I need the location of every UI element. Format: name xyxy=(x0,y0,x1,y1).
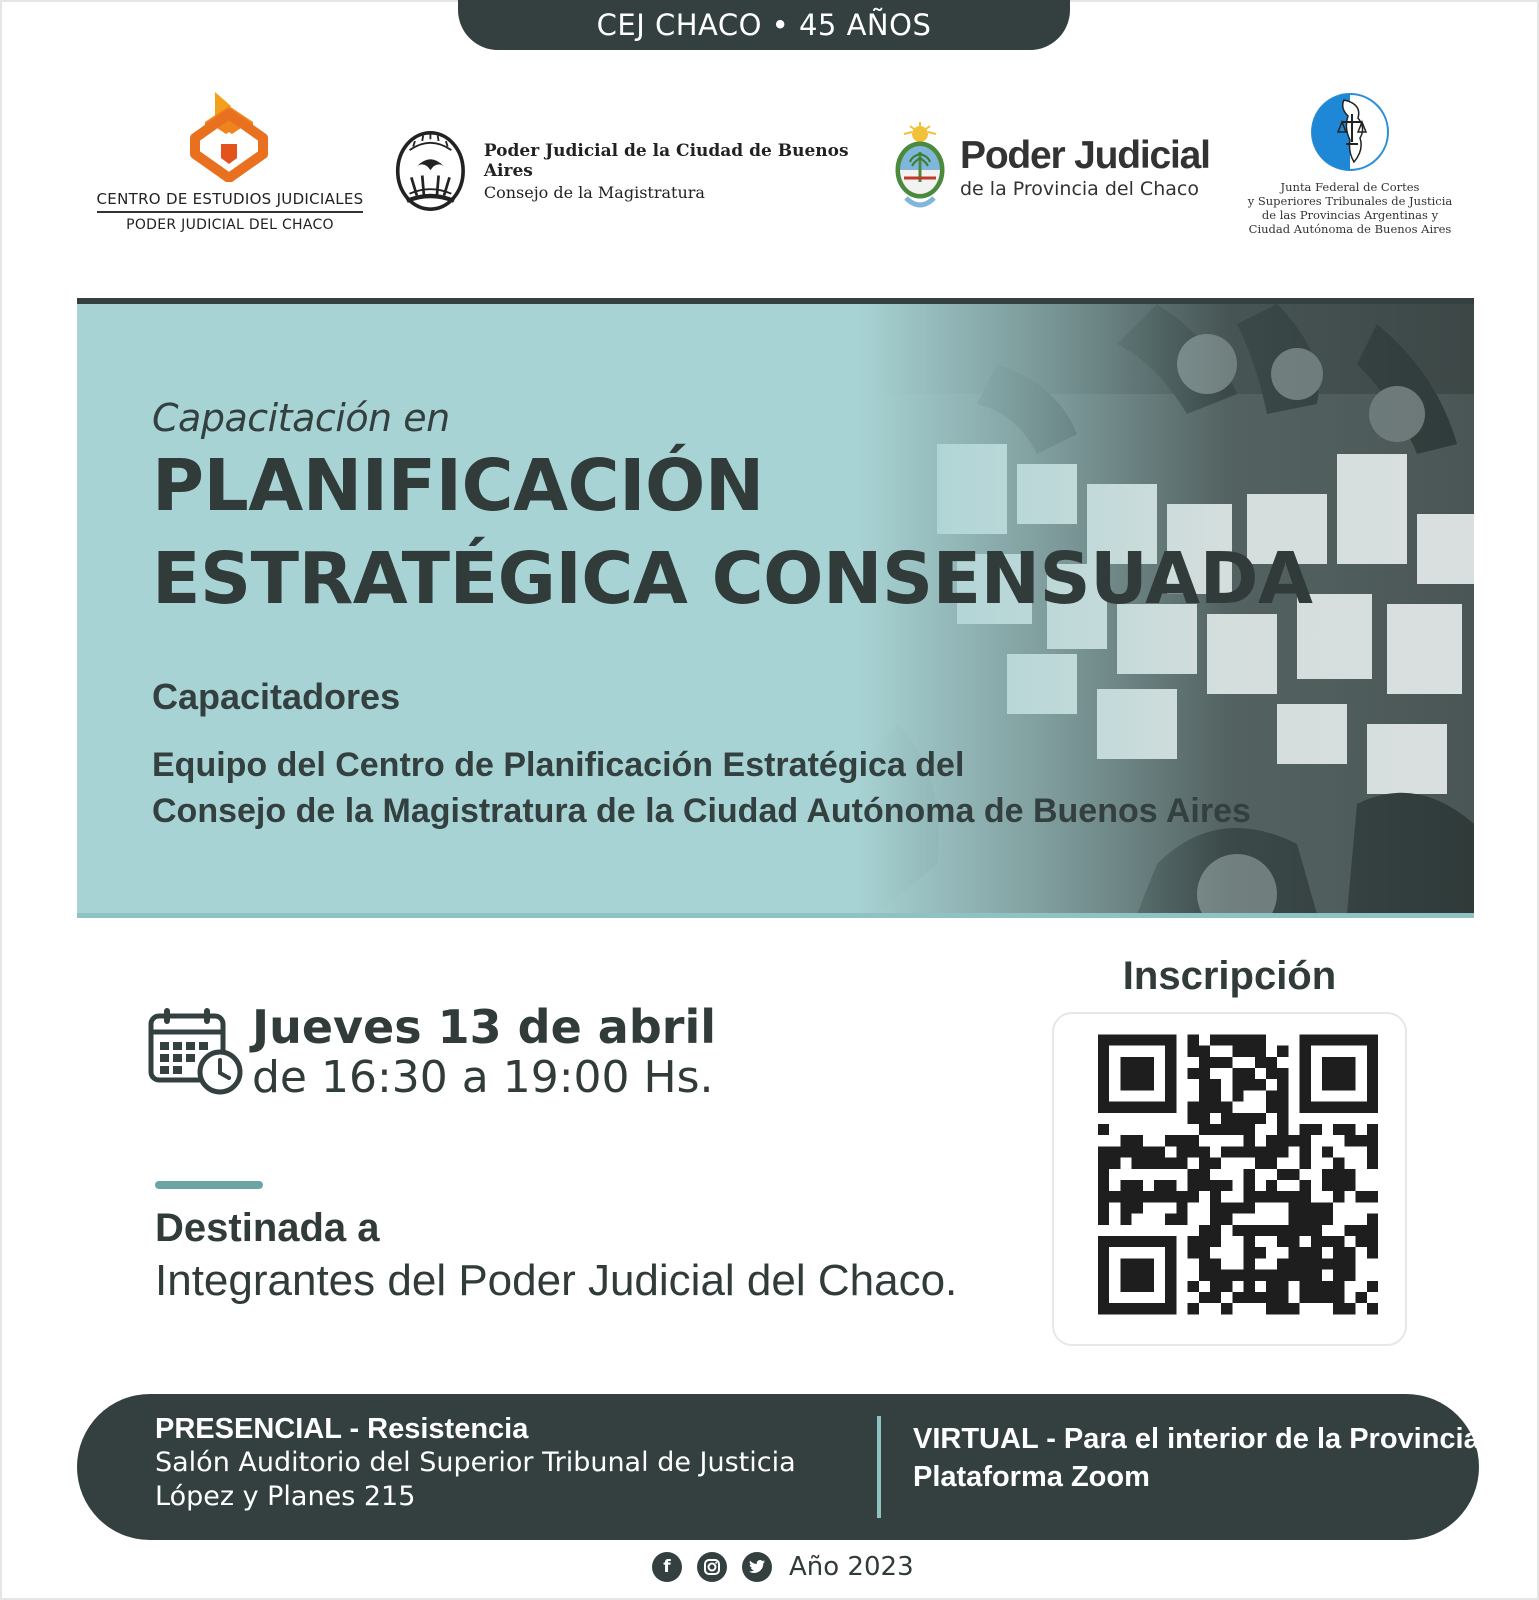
footer xyxy=(652,1547,914,1587)
trainers-line1: Equipo del Centro de Planificación Estratégica del xyxy=(152,746,965,784)
jufejus-line: Junta Federal de Cortes xyxy=(1280,180,1420,194)
presencial-title: PRESENCIAL - Resistencia xyxy=(155,1413,529,1445)
facebook-icon[interactable] xyxy=(652,1552,682,1582)
chaco-logo xyxy=(890,122,1220,214)
presencial-info xyxy=(155,1412,855,1514)
jufejus-line: Ciudad Autónoma de Buenos Aires xyxy=(1248,222,1452,236)
caba-logo-line2: Consejo de la Magistratura xyxy=(483,182,705,202)
trainers-team xyxy=(152,742,1251,834)
footer-year: Año 2023 xyxy=(789,1552,914,1582)
cej-logo xyxy=(90,92,370,233)
chaco-logo-line2: de la Provincia del Chaco xyxy=(960,178,1199,200)
cej-logo-icon xyxy=(185,92,275,182)
cej-logo-line2: PODER JUDICIAL DEL CHACO xyxy=(126,217,334,233)
virtual-info xyxy=(913,1420,1480,1496)
caba-logo xyxy=(395,126,865,216)
venue-divider xyxy=(877,1416,881,1518)
registration-label: Inscripción xyxy=(1122,954,1337,998)
schedule xyxy=(148,1000,848,1103)
logos-row xyxy=(70,92,1470,252)
jufejus-logo-icon xyxy=(1310,92,1390,172)
audience-value: Integrantes del Poder Judicial del Chaco. xyxy=(155,1256,958,1305)
course-title-line1: PLANIFICACIÓN xyxy=(152,444,764,527)
accent-divider xyxy=(155,1181,263,1189)
virtual-platform: Plataforma Zoom xyxy=(913,1461,1150,1493)
trainers-label: Capacitadores xyxy=(152,676,401,717)
caba-logo-line1: Poder Judicial de la Ciudad de Buenos Aires xyxy=(483,140,849,181)
virtual-title: VIRTUAL - Para el interior de la Provincia xyxy=(913,1423,1480,1455)
jufejus-logo-text xyxy=(1248,180,1453,236)
registration-qr-card[interactable] xyxy=(1052,1012,1407,1346)
caba-shield-icon xyxy=(395,126,466,216)
presencial-place: Salón Auditorio del Superior Tribunal de Justicia xyxy=(155,1447,796,1478)
anniversary-pill xyxy=(458,0,1070,50)
instagram-icon[interactable] xyxy=(697,1552,727,1582)
course-kicker: Capacitación en xyxy=(152,396,450,440)
twitter-icon[interactable] xyxy=(742,1552,772,1582)
chaco-coat-of-arms-icon xyxy=(890,122,950,214)
chaco-logo-line1: Poder Judicial xyxy=(960,134,1210,177)
jufejus-line: y Superiores Tribunales de Justicia xyxy=(1247,194,1453,208)
qr-code-icon[interactable] xyxy=(1098,1034,1378,1326)
jufejus-line: de las Provincias Argentinas y xyxy=(1261,208,1439,222)
anniversary-text: CEJ CHACO • 45 AÑOS xyxy=(596,8,932,42)
presencial-address: López y Planes 215 xyxy=(155,1481,416,1512)
facebook-glyph: f xyxy=(663,1557,671,1577)
jufejus-logo xyxy=(1240,92,1460,236)
venue-bar xyxy=(77,1394,1479,1540)
course-banner xyxy=(77,298,1474,918)
course-title-line2: ESTRATÉGICA CONSENSUADA xyxy=(152,537,1313,620)
calendar-clock-icon xyxy=(148,1006,244,1096)
cej-logo-line1: CENTRO DE ESTUDIOS JUDICIALES xyxy=(97,190,364,213)
event-date: Jueves 13 de abril xyxy=(252,1000,716,1054)
event-time: de 16:30 a 19:00 Hs. xyxy=(252,1052,714,1103)
audience-label: Destinada a xyxy=(155,1206,380,1250)
trainers-line2: Consejo de la Magistratura de la Ciudad Autónoma de Buenos Aires xyxy=(152,792,1251,830)
